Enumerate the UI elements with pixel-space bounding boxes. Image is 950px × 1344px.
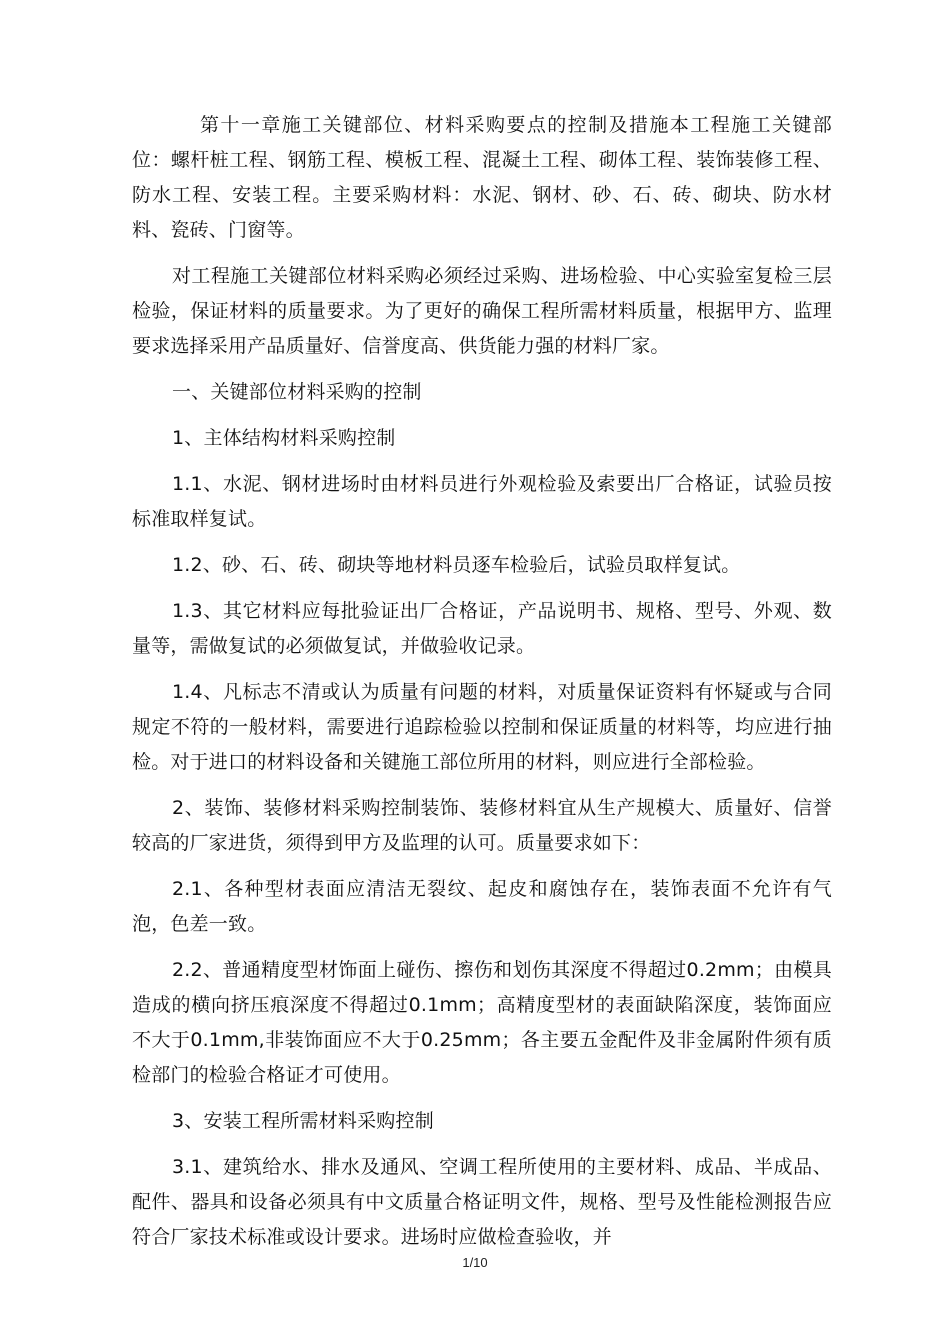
- paragraph: 对工程施工关键部位材料采购必须经过采购、进场检验、中心实验室复检三层检验，保证材料的质量要求。为了更好的确保工程所需材料质量，根据甲方、监理要求选择采用产品质量好、信誉度高、供货能力强的材料厂家。: [132, 265, 832, 357]
- page-number: 1/10: [462, 1255, 488, 1270]
- paragraph: 1.3、其它材料应每批验证出厂合格证，产品说明书、规格、型号、外观、数量等，需做复试的必须做复试，并做验收记录。: [132, 600, 832, 657]
- subsection-heading: 1、主体结构材料采购控制: [172, 427, 396, 449]
- paragraph: 3.1、建筑给水、排水及通风、空调工程所使用的主要材料、成品、半成品、配件、器具和设备必须具有中文质量合格证明文件，规格、型号及性能检测报告应符合厂家技术标准或设计要求。进场时应做检查验收，并: [132, 1156, 832, 1248]
- paragraph: 2、装饰、装修材料采购控制装饰、装修材料宜从生产规模大、质量好、信誉较高的厂家进货，须得到甲方及监理的认可。质量要求如下：: [132, 797, 832, 854]
- subsection-heading: 3、安装工程所需材料采购控制: [172, 1110, 434, 1132]
- paragraph: 2.2、普通精度型材饰面上碰伤、擦伤和划伤其深度不得超过0.2mm；由模具造成的横向挤压痕深度不得超过0.1mm；高精度型材的表面缺陷深度，装饰面应不大于0.1mm,非装饰面应不大于0.25mm；各主要五金配件及非金属附件须有质检部门的检验合格证才可使用。: [132, 959, 832, 1086]
- paragraph-text: 本工程施工关键部位：螺杆桩工程、钢筋工程、模板工程、混凝土工程、砌体工程、装饰装修工程、防水工程、安装工程。主要采购材料：水泥、钢材、砂、石、砖、砌块、防水材料、瓷砖、门窗等。: [132, 114, 832, 241]
- section-heading: 一、关键部位材料采购的控制: [172, 381, 422, 403]
- paragraph: 1.2、砂、石、砖、砌块等地材料员逐车检验后，试验员取样复试。: [172, 554, 741, 576]
- paragraph-chapter-intro: [132, 108, 832, 248]
- paragraph: 2.1、各种型材表面应清洁无裂纹、起皮和腐蚀存在，装饰表面不允许有气泡，色差一致。: [132, 878, 832, 935]
- paragraph: 1.1、水泥、钢材进场时由材料员进行外观检验及索要出厂合格证，试验员按标准取样复试。: [132, 473, 832, 530]
- paragraph: 1.4、凡标志不清或认为质量有问题的材料，对质量保证资料有怀疑或与合同规定不符的一般材料，需要进行追踪检验以控制和保证质量的材料等，均应进行抽检。对于进口的材料设备和关键施工部位所用的材料，则应进行全部检验。: [132, 681, 832, 773]
- document-body: [132, 108, 832, 1266]
- chapter-title: 第十一章施工关键部位、材料采购要点的控制及措施: [200, 114, 670, 136]
